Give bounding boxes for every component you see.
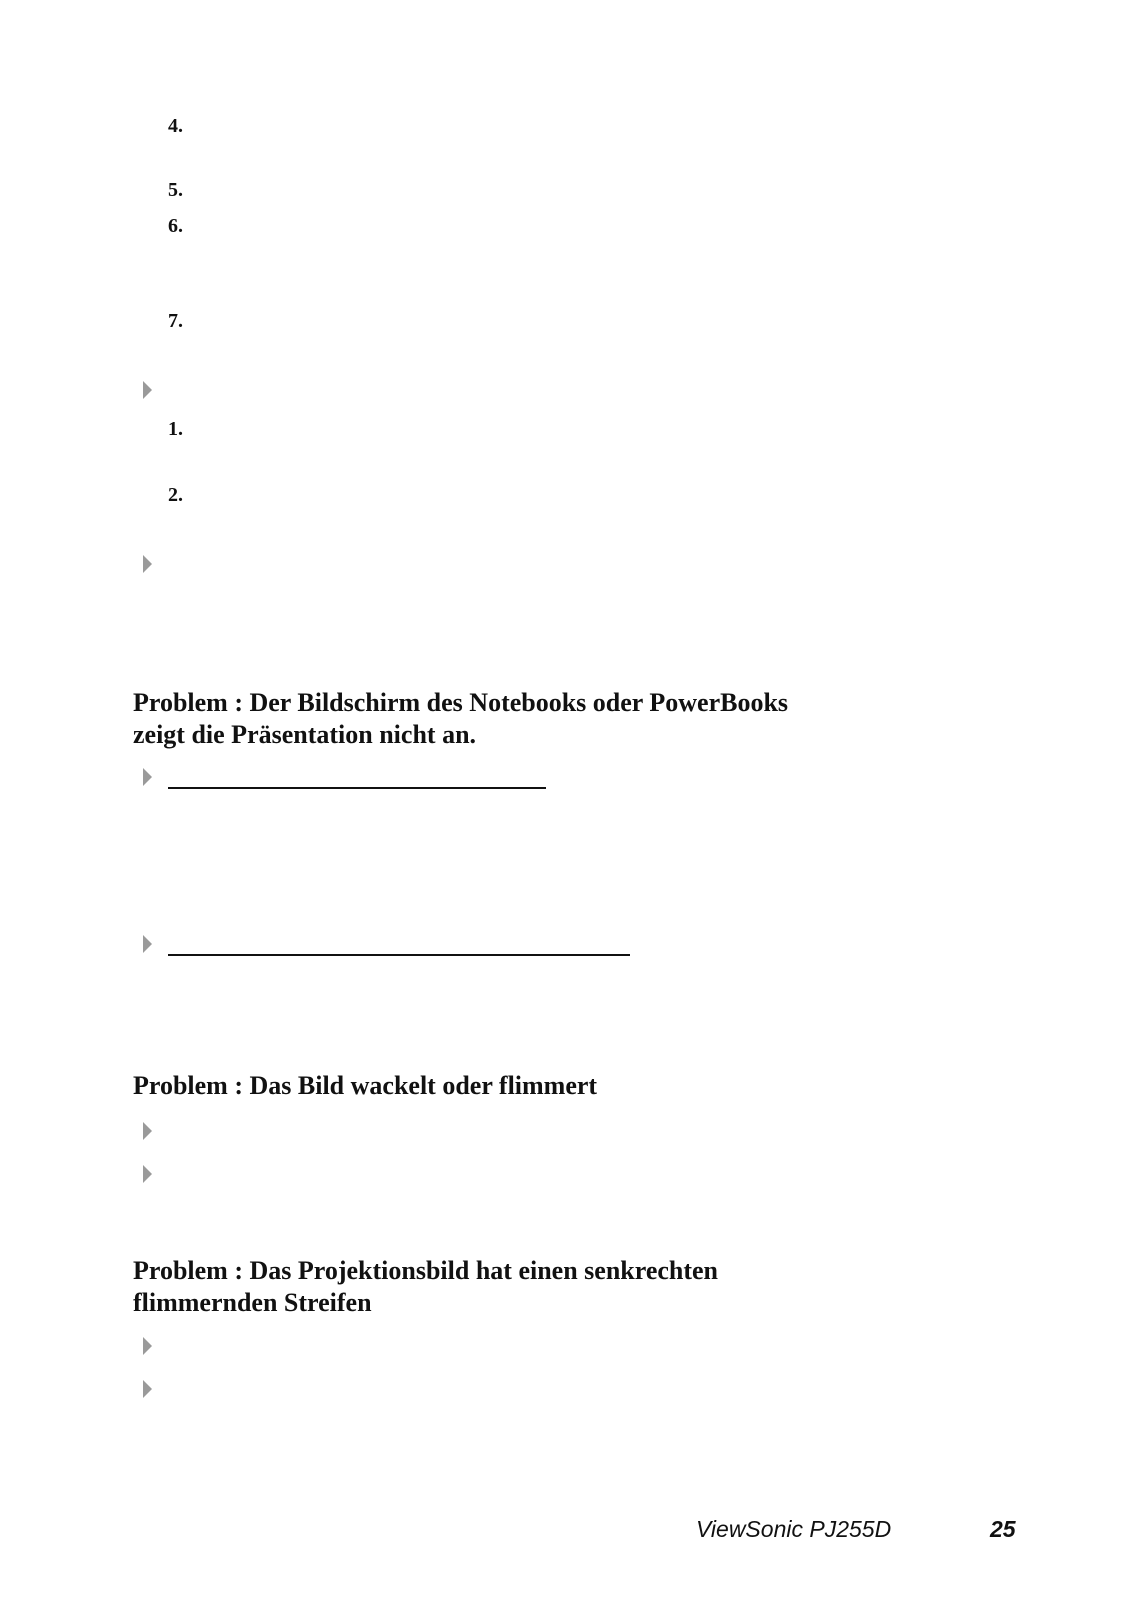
step-number: 5. [168, 179, 183, 201]
problem-heading [133, 1255, 893, 1319]
step-number: 6. [168, 215, 183, 237]
link-underline [168, 787, 546, 789]
problem-heading-line: flimmernden Streifen [133, 1288, 372, 1317]
step-number: 7. [168, 310, 183, 332]
bullet-arrow-icon [143, 1380, 152, 1398]
step-number: 1. [168, 418, 183, 440]
bullet-arrow-icon [143, 935, 152, 953]
bullet-arrow-icon [143, 768, 152, 786]
problem-heading-line: Problem : Das Projektionsbild hat einen senkrechten [133, 1256, 719, 1285]
bullet-arrow-icon [143, 1337, 152, 1355]
problem-heading-line: Problem : Der Bildschirm des Notebooks oder PowerBooks [133, 688, 789, 717]
problem-heading [133, 687, 893, 751]
bullet-arrow-icon [143, 1122, 152, 1140]
step-number: 2. [168, 484, 183, 506]
bullet-arrow-icon [143, 555, 152, 573]
bullet-arrow-icon [143, 1165, 152, 1183]
link-underline [168, 954, 630, 956]
step-number: 4. [168, 115, 183, 137]
problem-heading-line: Problem : Das Bild wackelt oder flimmert [133, 1071, 598, 1100]
problem-heading-line: zeigt die Präsentation nicht an. [133, 720, 477, 749]
bullet-arrow-icon [143, 381, 152, 399]
problem-heading [133, 1070, 893, 1102]
page-number: 25 [990, 1516, 1016, 1542]
footer-model-name: ViewSonic PJ255D [696, 1516, 892, 1542]
